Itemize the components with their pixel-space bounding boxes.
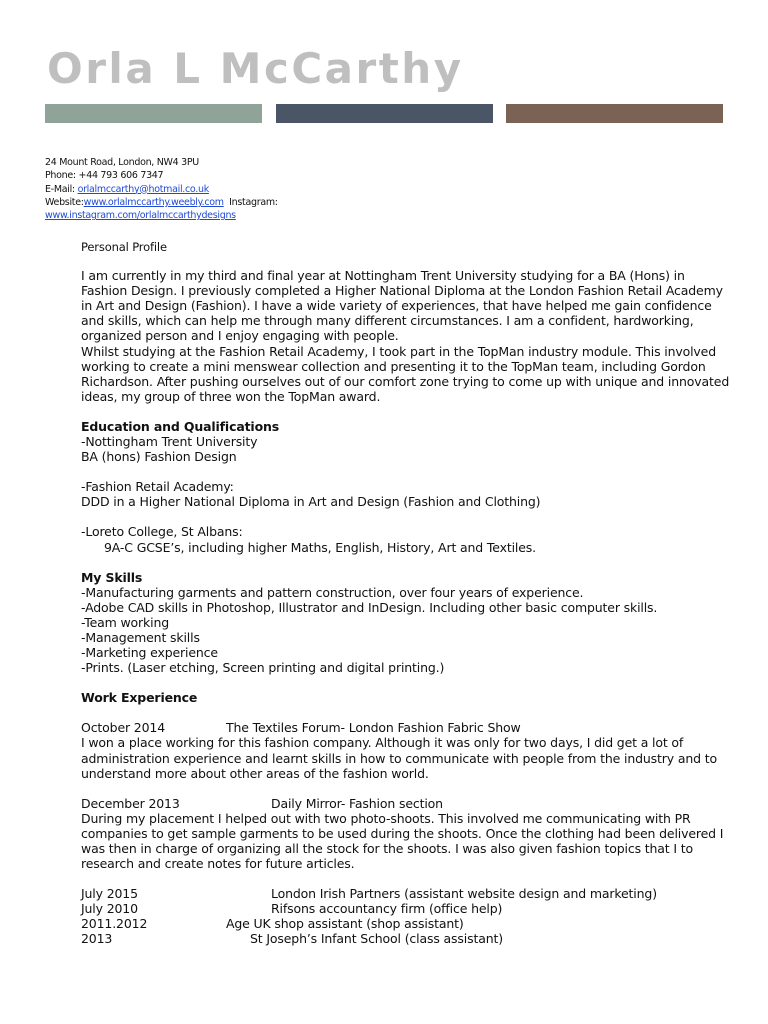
other-job-row	[81, 901, 731, 916]
education-detail: 9A-C GCSE’s, including higher Maths, English, History, Art and Textiles.	[104, 539, 536, 555]
resume-body	[81, 240, 731, 947]
job-date: October 2014	[81, 720, 166, 736]
instagram-line	[45, 209, 278, 222]
job-header	[81, 720, 731, 735]
other-job-date: July 2015	[81, 886, 138, 902]
header-bar-slate	[276, 104, 493, 123]
other-job-date: 2011.2012	[81, 916, 148, 932]
other-job-row	[81, 916, 731, 931]
contact-block	[45, 156, 278, 222]
work-heading: Work Experience	[81, 690, 198, 706]
other-job-role: Rifsons accountancy firm (office help)	[271, 901, 503, 917]
skill-item: -Marketing experience	[81, 645, 218, 661]
resume-name: Orla L McCarthy	[47, 44, 464, 93]
other-job-role: St Joseph’s Infant School (class assistant)	[250, 931, 503, 947]
job-title: The Textiles Forum- London Fashion Fabric Show	[226, 720, 521, 736]
website-line	[45, 196, 278, 209]
profile-paragraph-2: Whilst studying at the Fashion Retail Academy, I took part in the TopMan industry module. This involved working to create a mini menswear collection and presenting it to the TopMan team, including Gordon Richardson. After pushing ourselves out of our comfort zone trying to come up with unique and innovated ideas, my group of three won the TopMan award.	[81, 343, 730, 404]
skill-item: -Team working	[81, 614, 170, 630]
education-detail: DDD in a Higher National Diploma in Art and Design (Fashion and Clothing)	[81, 494, 541, 510]
job-title: Daily Mirror- Fashion section	[271, 795, 443, 811]
profile-paragraph-1: I am currently in my third and final year at Nottingham Trent University studying for a BA (Hons) in Fashion Design. I previously completed a Higher National Diploma at the London Fashion Retail Academy in Art and Design (Fashion). I have a wide variety of experiences, that have helped me gain confidence and skills, which can help me through many different circumstances. I am a confident, hardworking, organized person and I enjoy engaging with people.	[81, 268, 723, 344]
other-job-row	[81, 931, 731, 946]
education-heading: Education and Qualifications	[81, 418, 280, 434]
header-bar-sage	[45, 104, 262, 123]
job-date: December 2013	[81, 795, 180, 811]
other-job-row	[81, 886, 731, 901]
instagram-label: Instagram:	[223, 196, 278, 208]
job-description: I won a place working for this fashion company. Although it was only for two days, I did get a lot of administration experience and learnt skills in how to communicate with people from the industry and to understand more about other areas of the fashion world.	[81, 735, 717, 781]
header-color-bars	[0, 104, 768, 123]
other-job-role: London Irish Partners (assistant website design and marketing)	[271, 886, 657, 902]
phone: Phone: +44 793 606 7347	[45, 170, 164, 182]
email-line	[45, 183, 278, 196]
website-link[interactable]: www.orlalmccarthy.weebly.com	[83, 196, 224, 208]
website-label: Website:	[45, 196, 84, 208]
other-job-role: Age UK shop assistant (shop assistant)	[226, 916, 464, 932]
skills-heading: My Skills	[81, 569, 143, 585]
instagram-link[interactable]: www.instagram.com/orlalmccarthydesigns	[45, 210, 236, 222]
skill-item: -Prints. (Laser etching, Screen printing and digital printing.)	[81, 660, 445, 676]
skill-item: -Adobe CAD skills in Photoshop, Illustrator and InDesign. Including other basic computer skills.	[81, 599, 658, 615]
job-header	[81, 796, 731, 811]
education-institution: -Fashion Retail Academy:	[81, 479, 234, 495]
profile-heading: Personal Profile	[81, 240, 167, 254]
education-detail: BA (hons) Fashion Design	[81, 449, 237, 465]
other-job-date: July 2010	[81, 901, 138, 917]
education-institution: -Loreto College, St Albans:	[81, 524, 243, 540]
skill-item: -Management skills	[81, 629, 200, 645]
email-link[interactable]: orlalmccarthy@hotmail.co.uk	[77, 183, 209, 195]
other-job-date: 2013	[81, 931, 113, 947]
education-institution: -Nottingham Trent University	[81, 434, 258, 450]
skill-item: -Manufacturing garments and pattern construction, over four years of experience.	[81, 584, 584, 600]
address: 24 Mount Road, London, NW4 3PU	[45, 157, 199, 168]
job-description: During my placement I helped out with two photo-shoots. This involved me communicating with PR companies to get sample garments to be used during the shoots. Once the clothing had been delivered I was then in charge of organizing all the stock for the shoots. I was also given fashion topics that I to research and create notes for future articles.	[81, 810, 724, 872]
header-bar-brown	[506, 104, 723, 123]
email-label: E-Mail:	[45, 183, 78, 195]
